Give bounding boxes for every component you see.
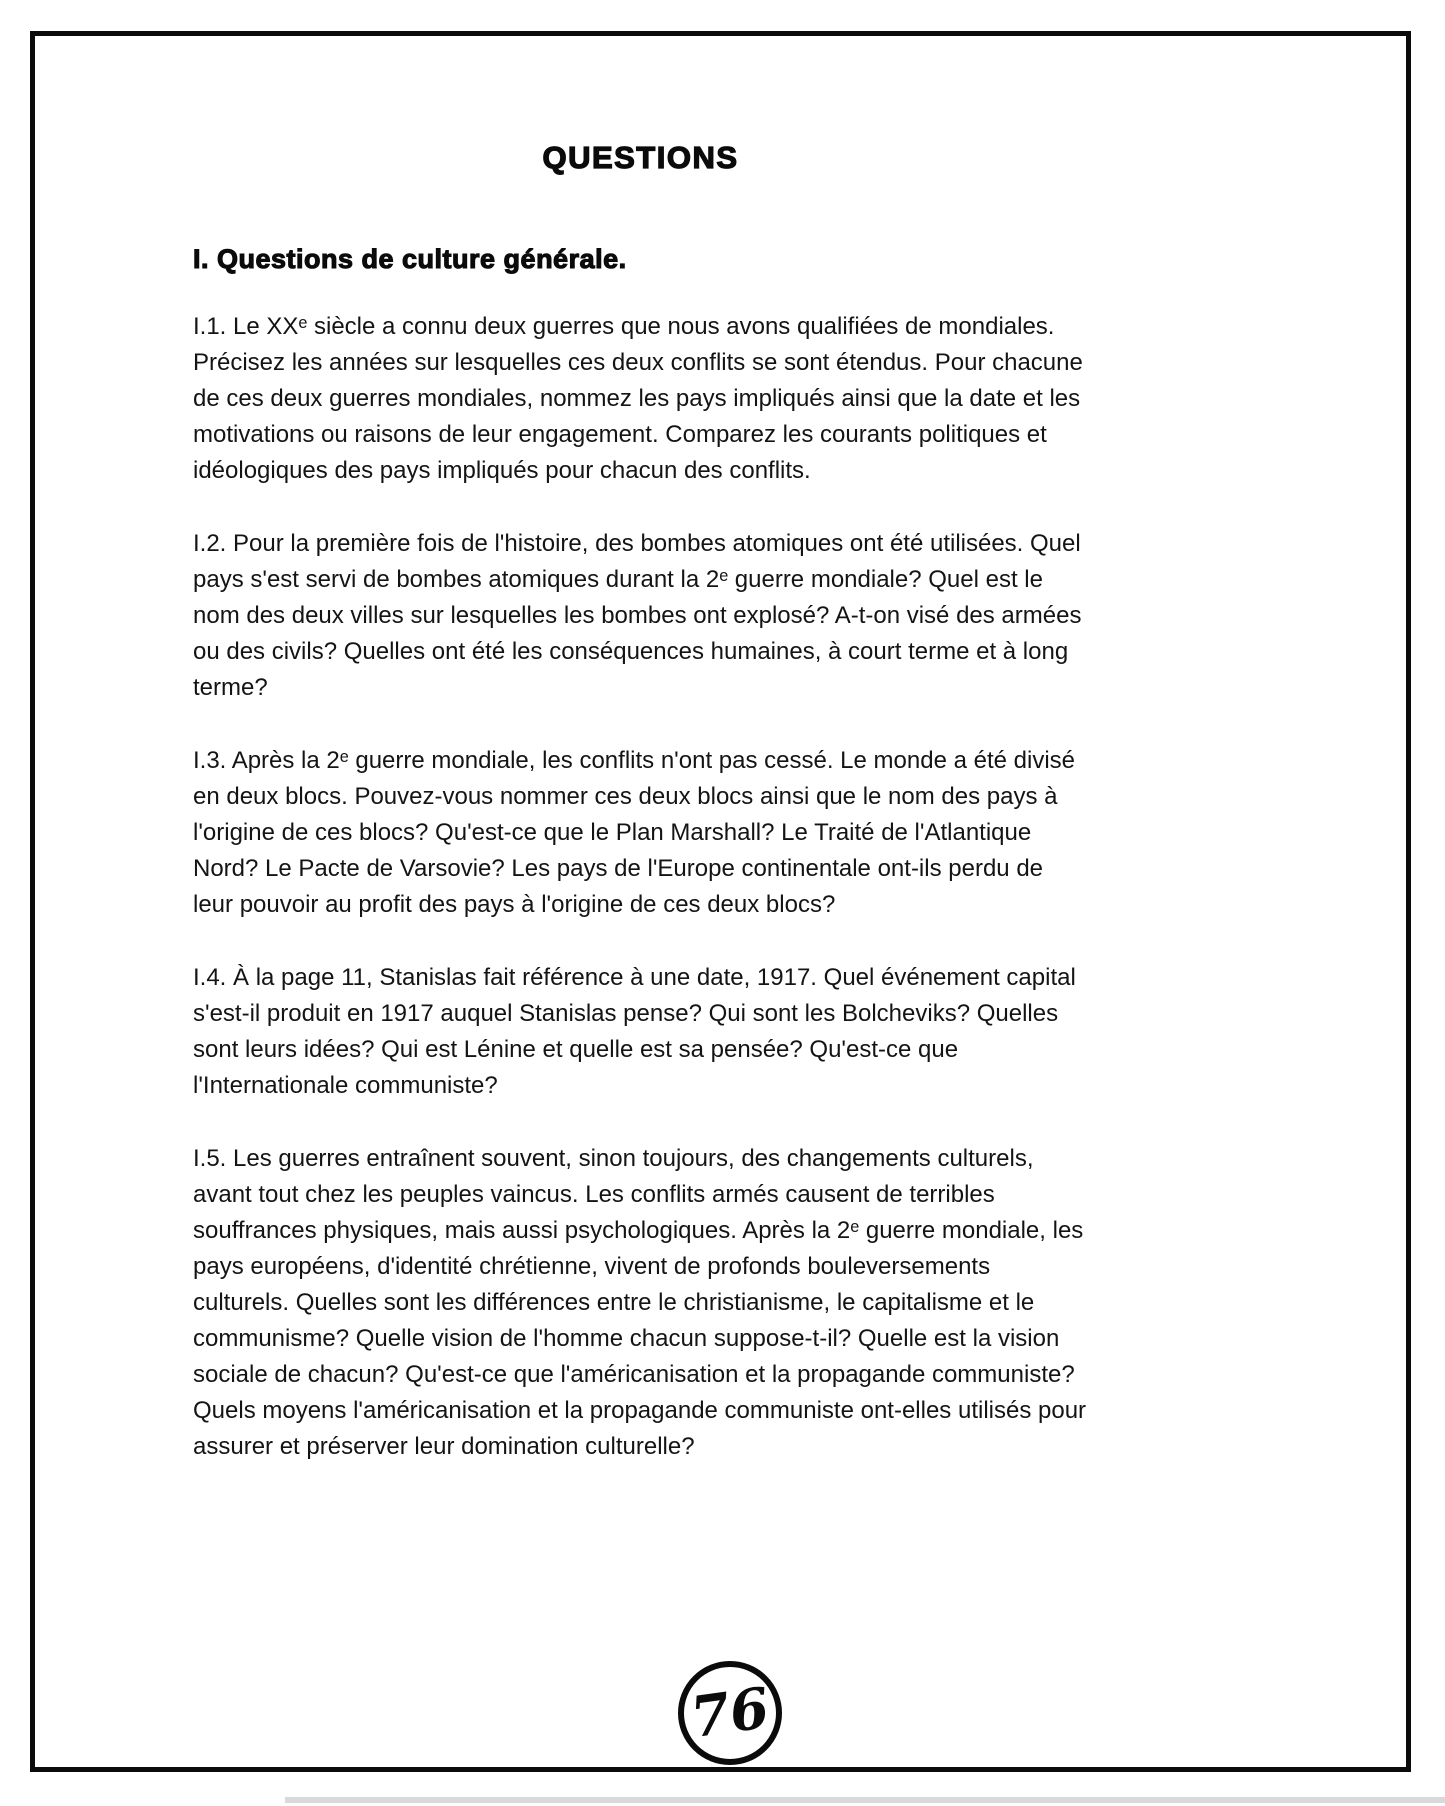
page-content — [193, 0, 1088, 1502]
question-paragraph-i3: I.3. Après la 2ᵉ guerre mondiale, les conflits n'ont pas cessé. Le monde a été divisé en deux blocs. Pouvez-vous nommer ces deux blocs ainsi que le nom des pays à l'origine de ces blocs? Qu'est-ce que le Plan Marshall? Le Traité de l'Atlantique Nord? Le Pacte de Varsovie? Les pays de l'Europe continentale ont-ils perdu de leur pouvoir au profit des pays à l'origine de ces deux blocs? — [193, 747, 1075, 918]
questions-list — [193, 309, 1088, 1465]
question-paragraph-i4: I.4. À la page 11, Stanislas fait référence à une date, 1917. Quel événement capital s'est-il produit en 1917 auquel Stanislas pense? Qui sont les Bolcheviks? Quelles sont leurs idées? Qui est Lénine et quelle est sa pensée? Qu'est-ce que l'Internationale communiste? — [193, 964, 1076, 1099]
page-title: QUESTIONS — [542, 140, 739, 175]
scan-artifact-line — [285, 1797, 1445, 1803]
question-paragraph-i1: I.1. Le XXᵉ siècle a connu deux guerres que nous avons qualifiées de mondiales. Précisez les années sur lesquelles ces deux conflits se sont étendus. Pour chacune de ces deux guerres mondiales, nommez les pays impliqués ainsi que la date et les motivations ou raisons de leur engagement. Comparez les courants politiques et idéologiques des pays impliqués pour chacun des conflits. — [193, 313, 1083, 484]
page-number: 76 — [686, 1674, 774, 1752]
section-heading: I. Questions de culture générale. — [193, 244, 627, 274]
question-paragraph-i5: I.5. Les guerres entraînent souvent, sinon toujours, des changements culturels, avant tout chez les peuples vaincus. Les conflits armés causent de terribles souffrances physiques, mais aussi psychologiques. Après la 2ᵉ guerre mondiale, les pays européens, d'identité chrétienne, vivent de profonds bouleversements culturels. Quelles sont les différences entre le christianisme, le capitalisme et le communisme? Quelle vision de l'homme chacun suppose-t-il? Quelle est la vision sociale de chacun? Qu'est-ce que l'américanisation et la propagande communiste? Quels moyens l'américanisation et la propagande communiste ont-elles utilisés pour assurer et préserver leur domination culturelle? — [193, 1145, 1087, 1460]
question-paragraph-i2: I.2. Pour la première fois de l'histoire, des bombes atomiques ont été utilisées. Quel pays s'est servi de bombes atomiques durant la 2ᵉ guerre mondiale? Quel est le nom des deux villes sur lesquelles les bombes ont explosé? A-t-on visé des armées ou des civils? Quelles ont été les conséquences humaines, à court terme et à long terme? — [193, 530, 1082, 701]
page-number-badge — [678, 1661, 782, 1765]
